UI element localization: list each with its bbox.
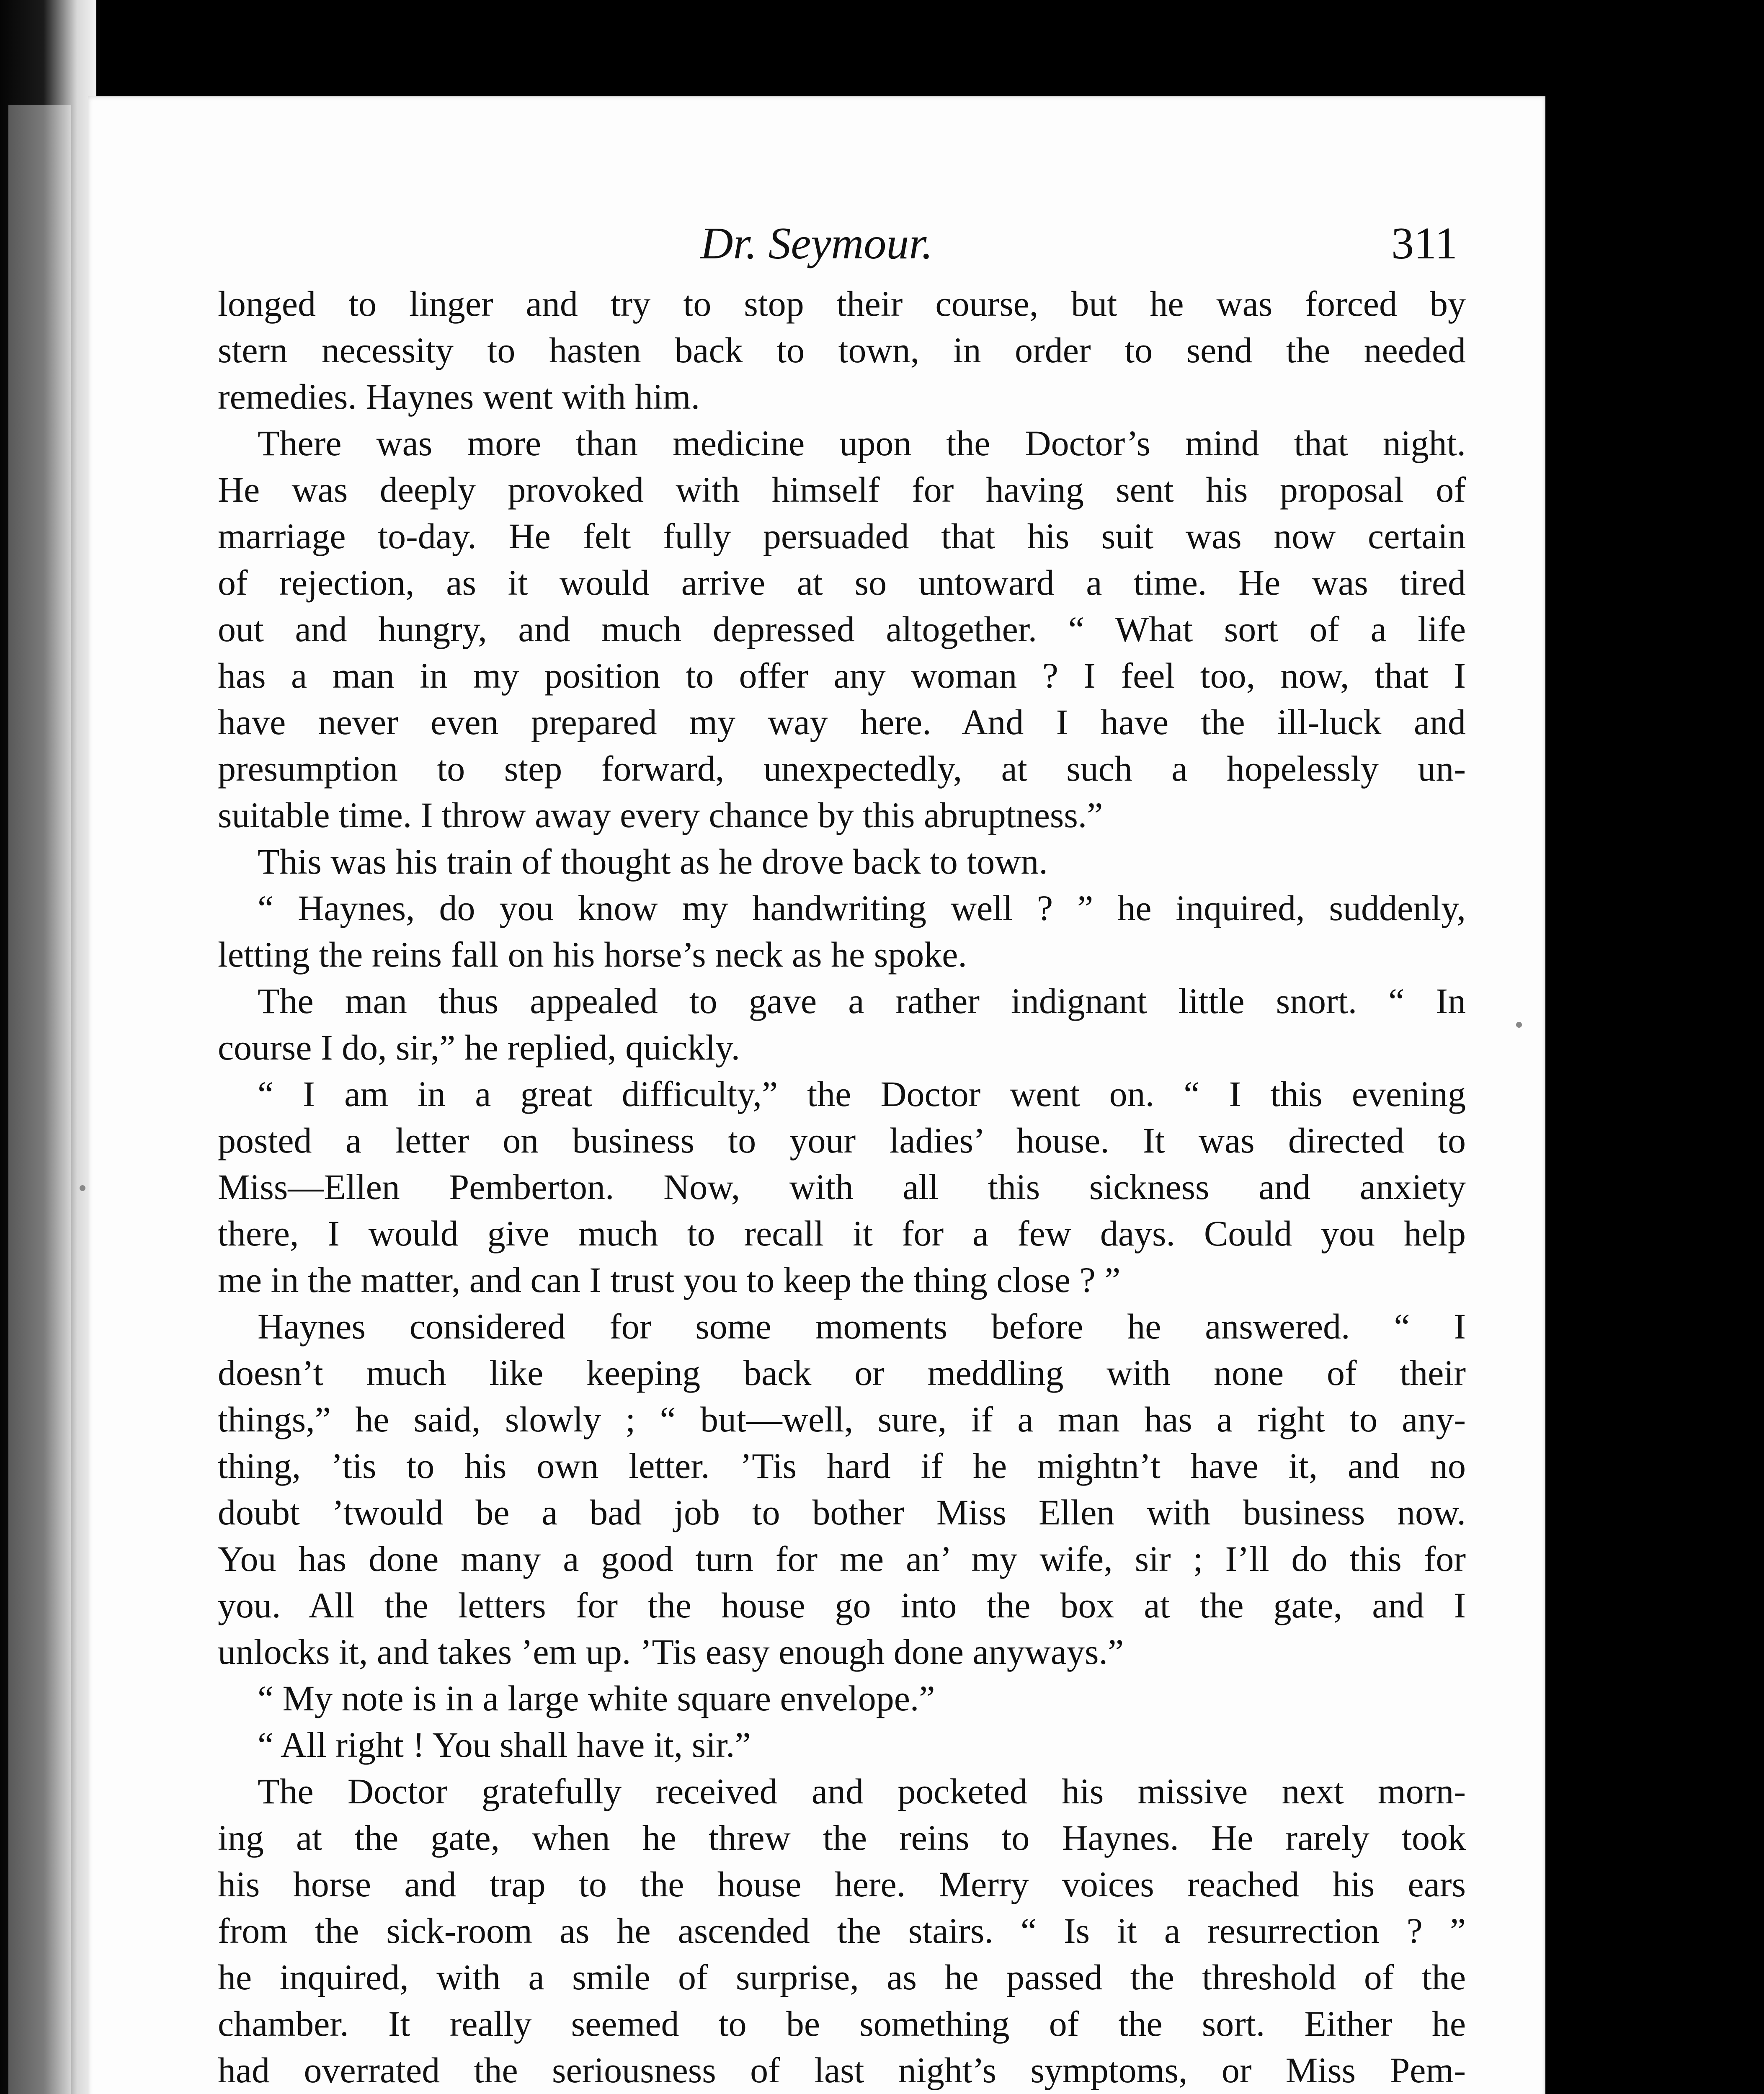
text-line: thing, ’tis to his own letter. ’Tis hard if he mightn’t have it, and no [218, 1446, 1466, 1486]
text-line: suitable time. I throw away every chance by this abruptness.” [218, 795, 1103, 835]
text-line: out and hungry, and much depressed altogether. “ What sort of a life [218, 609, 1466, 649]
page-number: 311 [1391, 219, 1457, 268]
text-line: he inquired, with a smile of surprise, as he passed the threshold of the [218, 1957, 1466, 1997]
text-line: doesn’t much like keeping back or meddling with none of their [218, 1353, 1466, 1393]
text-line: you. All the letters for the house go into the box at the gate, and I [218, 1585, 1466, 1625]
text-line: has a man in my position to offer any woman ? I feel too, now, that I [218, 655, 1466, 696]
text-line: He was deeply provoked with himself for having sent his proposal of [218, 469, 1466, 510]
text-line: unlocks it, and takes ’em up. ’Tis easy enough done anyways.” [218, 1632, 1124, 1672]
text-line: doubt ’twould be a bad job to bother Miss Ellen with business now. [218, 1492, 1466, 1532]
text-line: There was more than medicine upon the Doctor’s mind that night. [258, 423, 1466, 463]
text-line: things,” he said, slowly ; “ but—well, sure, if a man has a right to any- [218, 1399, 1466, 1439]
text-line: presumption to step forward, unexpectedly, at such a hopelessly un- [218, 748, 1466, 789]
text-line: marriage to-day. He felt fully persuaded that his suit was now certain [218, 516, 1466, 556]
text-line: chamber. It really seemed to be something of the sort. Either he [218, 2004, 1466, 2044]
text-line: course I do, sir,” he replied, quickly. [218, 1027, 740, 1068]
running-title: Dr. Seymour. [700, 219, 933, 268]
page-text [218, 281, 1466, 2094]
text-line: Haynes considered for some moments before he answered. “ I [258, 1306, 1466, 1346]
text-line: “ I am in a great difficulty,” the Doctor went on. “ I this evening [258, 1074, 1466, 1114]
text-line: letting the reins fall on his horse’s neck as he spoke. [218, 934, 967, 975]
text-line: his horse and trap to the house here. Merry voices reached his ears [218, 1864, 1466, 1904]
text-line: ing at the gate, when he threw the reins to Haynes. He rarely took [218, 1818, 1466, 1858]
text-line: posted a letter on business to your ladies’ house. It was directed to [218, 1120, 1466, 1160]
scan-speck [1516, 1022, 1522, 1028]
text-line: The man thus appealed to gave a rather indignant little snort. “ In [258, 981, 1466, 1021]
scan-speck [80, 1185, 85, 1191]
text-line: “ All right ! You shall have it, sir.” [258, 1725, 751, 1765]
text-line: This was his train of thought as he drove back to town. [258, 841, 1048, 882]
text-line: me in the matter, and can I trust you to keep the thing close ? ” [218, 1260, 1121, 1300]
text-line: longed to linger and try to stop their course, but he was forced by [218, 284, 1466, 324]
text-line: remedies. Haynes went with him. [218, 377, 700, 417]
text-line: have never even prepared my way here. And I have the ill-luck and [218, 702, 1466, 742]
facing-page-edge [8, 105, 71, 2094]
text-line: there, I would give much to recall it for a few days. Could you help [218, 1213, 1466, 1253]
text-line: “ My note is in a large white square envelope.” [258, 1678, 935, 1718]
text-line: The Doctor gratefully received and pocketed his missive next morn- [258, 1771, 1466, 1811]
text-line: stern necessity to hasten back to town, in order to send the needed [218, 330, 1466, 370]
text-line: had overrated the seriousness of last night’s symptoms, or Miss Pem- [218, 2050, 1466, 2090]
text-line: “ Haynes, do you know my handwriting well ? ” he inquired, suddenly, [258, 888, 1466, 928]
text-line: Miss—Ellen Pemberton. Now, with all this sickness and anxiety [218, 1167, 1466, 1207]
book-page [88, 96, 1545, 2094]
text-line: from the sick-room as he ascended the stairs. “ Is it a resurrection ? ” [218, 1911, 1466, 1951]
text-line: You has done many a good turn for me an’ my wife, sir ; I’ll do this for [218, 1539, 1466, 1579]
text-line: of rejection, as it would arrive at so untoward a time. He was tired [218, 562, 1466, 603]
